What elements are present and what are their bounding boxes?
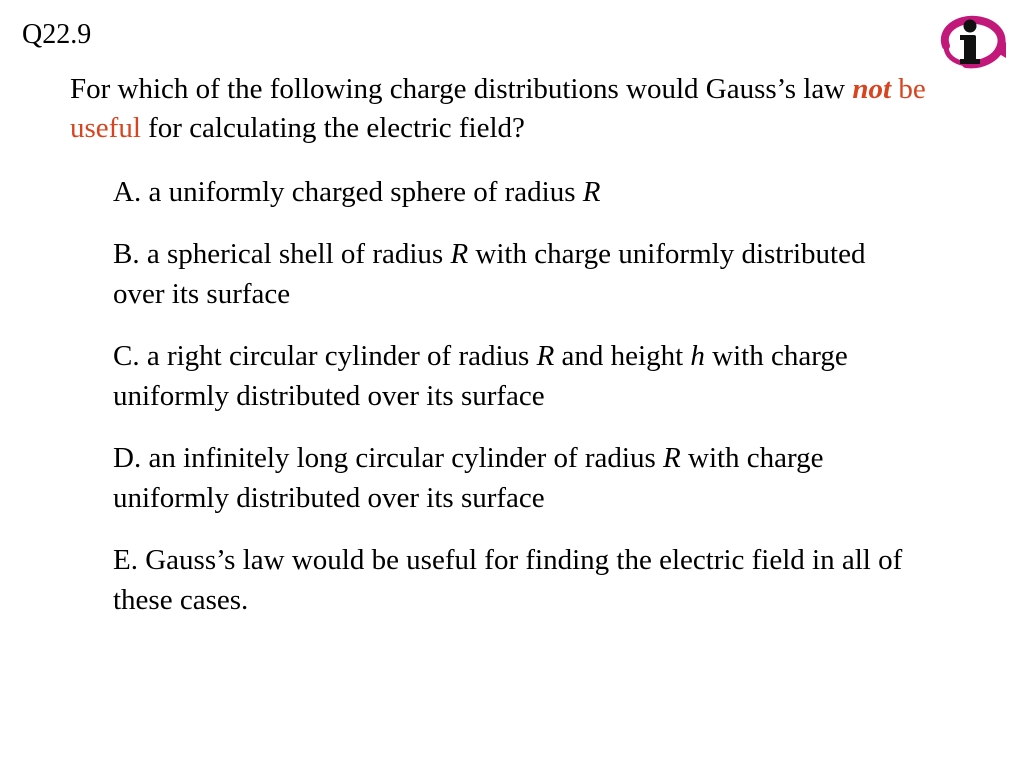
option-text: E. Gauss’s law would be useful for finding the electric field in all of these cases. bbox=[113, 544, 903, 616]
option-b bbox=[113, 234, 913, 314]
question-part1: For which of the following charge distributions would Gauss’s law bbox=[70, 73, 853, 105]
question-emphasis-useful: be useful bbox=[70, 73, 926, 144]
question-emphasis-not: not bbox=[852, 73, 892, 105]
option-d bbox=[113, 438, 913, 518]
option-text: C. a right circular cylinder of radius bbox=[113, 340, 537, 372]
logo-graphic bbox=[936, 12, 1008, 72]
option-c bbox=[113, 336, 913, 416]
option-variable-2: h bbox=[690, 340, 705, 372]
option-text-middle: with charge uniformly distributed over its surface bbox=[113, 442, 824, 514]
answer-options bbox=[113, 172, 913, 642]
option-text: A. a uniformly charged sphere of radius bbox=[113, 176, 583, 208]
option-text-suffix: with charge uniformly distributed over its surface bbox=[113, 340, 848, 412]
question-part2: for calculating the electric field? bbox=[140, 112, 525, 144]
option-variable: R bbox=[582, 176, 601, 208]
question-number: Q22.9 bbox=[22, 19, 92, 50]
option-text: D. an infinitely long circular cylinder of radius bbox=[113, 442, 664, 474]
option-e bbox=[113, 540, 913, 620]
option-variable: R bbox=[663, 442, 681, 474]
option-variable: R bbox=[450, 238, 469, 270]
option-a bbox=[113, 172, 913, 212]
info-person-logo-icon bbox=[936, 12, 1008, 72]
option-text: B. a spherical shell of radius bbox=[113, 238, 451, 270]
question-text bbox=[70, 70, 970, 148]
option-text-middle: and height bbox=[554, 340, 691, 372]
option-text-middle: with charge uniformly distributed over its surface bbox=[113, 238, 866, 310]
option-variable: R bbox=[536, 340, 555, 372]
